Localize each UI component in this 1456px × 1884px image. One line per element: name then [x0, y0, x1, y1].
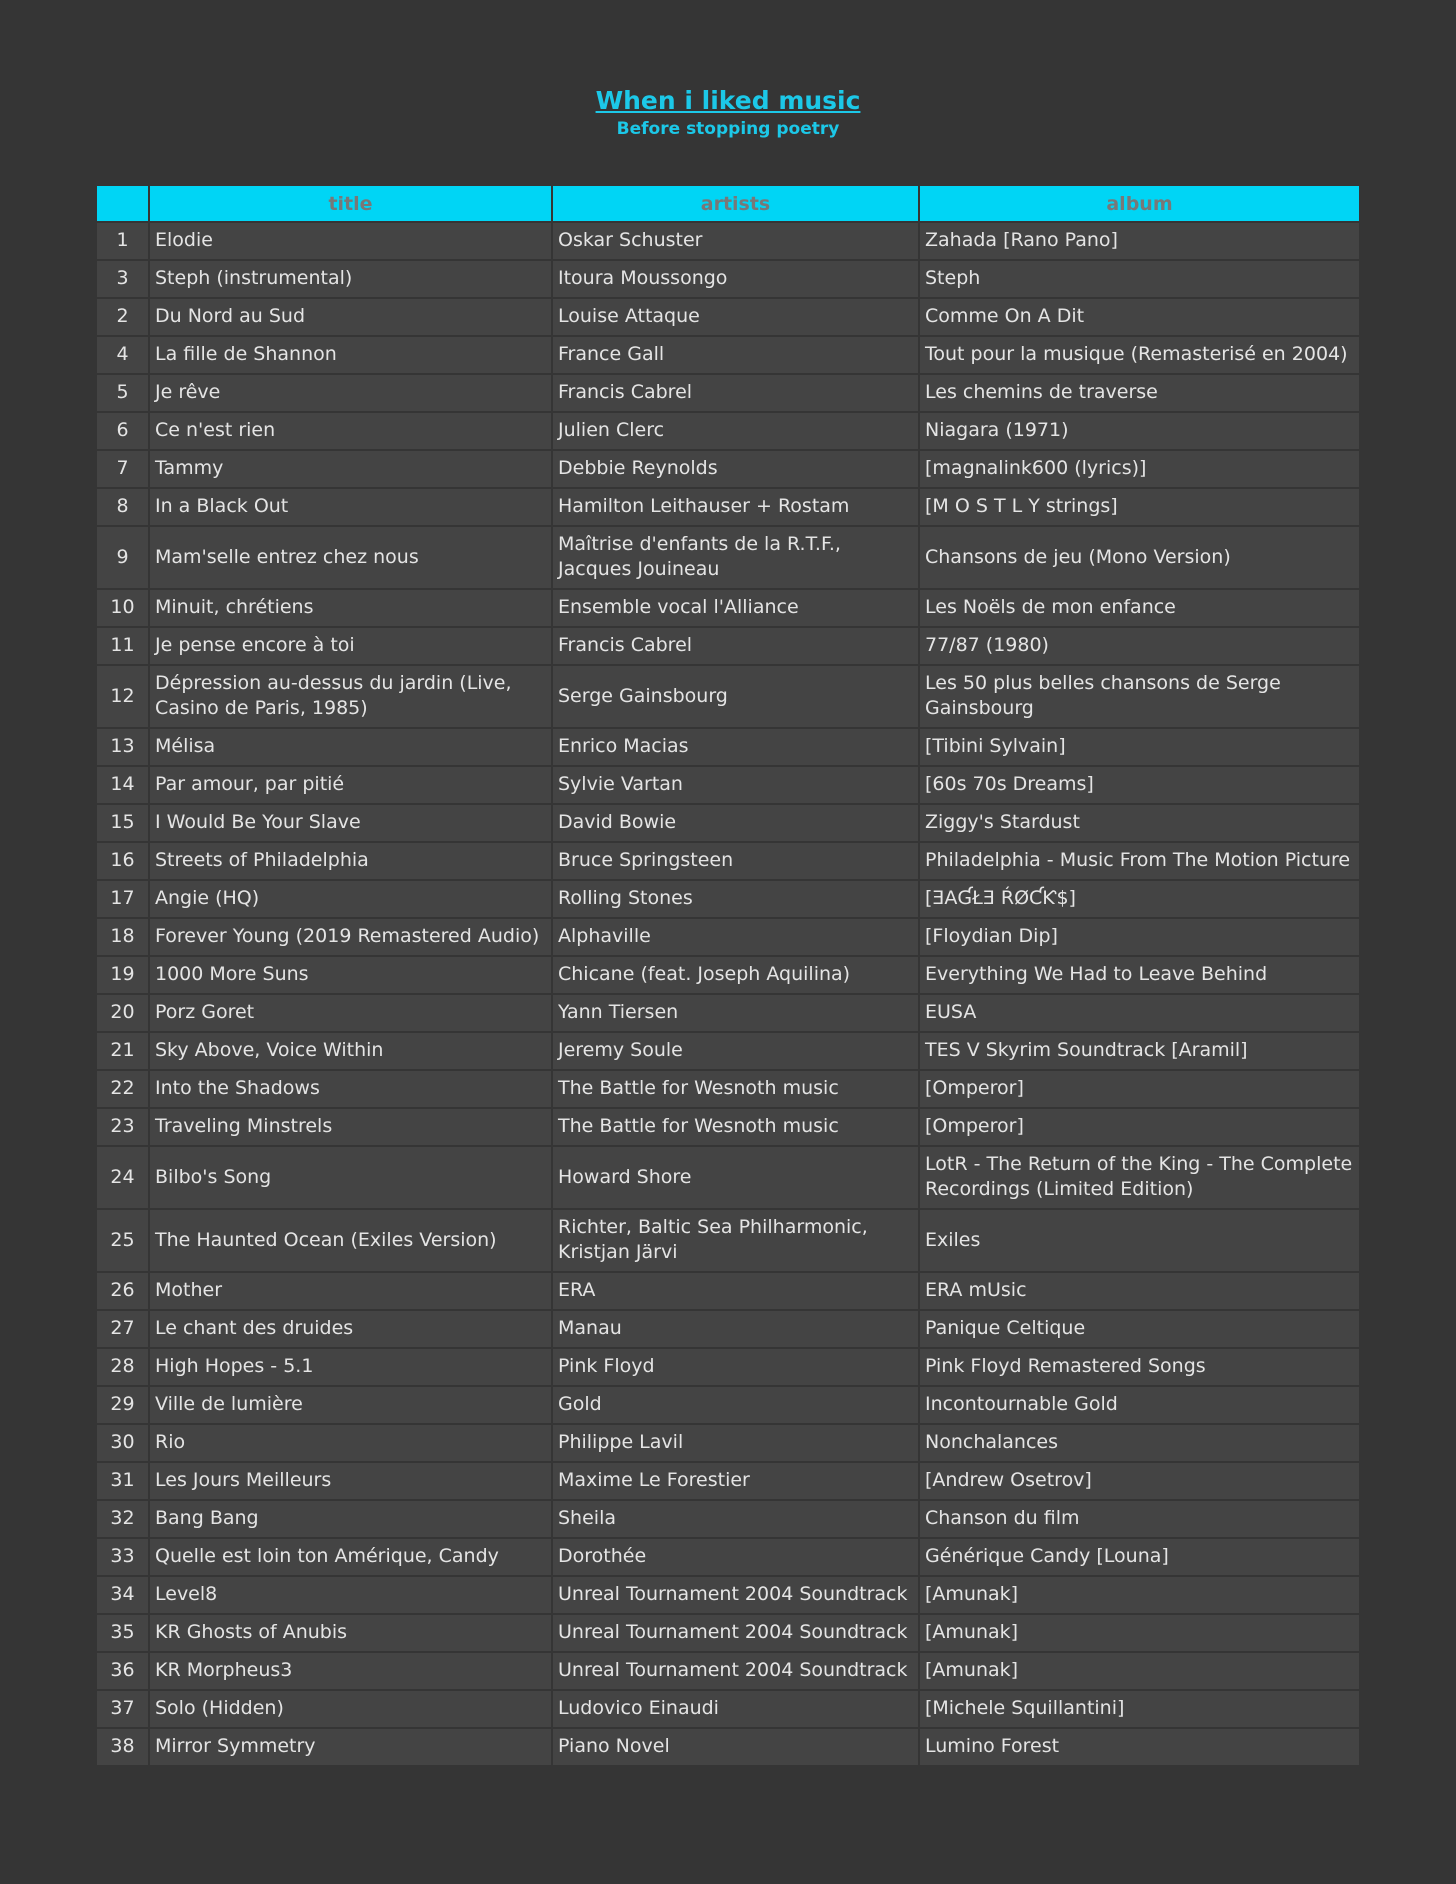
cell-artists: Maxime Le Forestier [553, 1463, 918, 1499]
cell-title: Quelle est loin ton Amérique, Candy [150, 1539, 551, 1575]
cell-title: Mam'selle entrez chez nous [150, 527, 551, 588]
table-row [97, 995, 1359, 1031]
table-row [97, 1425, 1359, 1461]
cell-title: Level8 [150, 1577, 551, 1613]
table-row [97, 729, 1359, 765]
cell-number: 14 [97, 767, 148, 803]
table-row [97, 1729, 1359, 1765]
table-row [97, 805, 1359, 841]
cell-album: Incontournable Gold [920, 1387, 1359, 1423]
column-header-album: album [920, 186, 1359, 221]
cell-title: Du Nord au Sud [150, 299, 551, 335]
cell-number: 33 [97, 1539, 148, 1575]
cell-artists: Dorothée [553, 1539, 918, 1575]
cell-title: Mélisa [150, 729, 551, 765]
cell-artists: Piano Novel [553, 1729, 918, 1765]
cell-title: La fille de Shannon [150, 337, 551, 373]
cell-title: KR Ghosts of Anubis [150, 1615, 551, 1651]
cell-artists: Jeremy Soule [553, 1033, 918, 1069]
cell-title: Rio [150, 1425, 551, 1461]
cell-title: Streets of Philadelphia [150, 843, 551, 879]
cell-artists: Itoura Moussongo [553, 261, 918, 297]
cell-album: [60s 70s Dreams] [920, 767, 1359, 803]
table-row [97, 881, 1359, 917]
cell-number: 19 [97, 957, 148, 993]
cell-number: 37 [97, 1691, 148, 1727]
table-row [97, 1539, 1359, 1575]
cell-album: ERA mUsic [920, 1273, 1359, 1309]
cell-number: 23 [97, 1109, 148, 1145]
cell-number: 21 [97, 1033, 148, 1069]
cell-number: 6 [97, 413, 148, 449]
table-row [97, 337, 1359, 373]
cell-artists: David Bowie [553, 805, 918, 841]
table-row [97, 299, 1359, 335]
cell-album: [Floydian Dip] [920, 919, 1359, 955]
cell-title: I Would Be Your Slave [150, 805, 551, 841]
cell-number: 34 [97, 1577, 148, 1613]
cell-artists: Chicane (feat. Joseph Aquilina) [553, 957, 918, 993]
cell-title: Je pense encore à toi [150, 628, 551, 664]
table-row [97, 1147, 1359, 1208]
cell-artists: The Battle for Wesnoth music [553, 1071, 918, 1107]
column-header-title: title [150, 186, 551, 221]
cell-number: 27 [97, 1311, 148, 1347]
cell-number: 25 [97, 1210, 148, 1271]
table-row [97, 628, 1359, 664]
cell-title: KR Morpheus3 [150, 1653, 551, 1689]
cell-title: Mother [150, 1273, 551, 1309]
cell-title: Minuit, chrétiens [150, 590, 551, 626]
cell-number: 17 [97, 881, 148, 917]
cell-number: 4 [97, 337, 148, 373]
table-row [97, 1653, 1359, 1689]
cell-number: 30 [97, 1425, 148, 1461]
cell-number: 22 [97, 1071, 148, 1107]
cell-album: [Michele Squillantini] [920, 1691, 1359, 1727]
cell-artists: Unreal Tournament 2004 Soundtrack [553, 1577, 918, 1613]
cell-title: Porz Goret [150, 995, 551, 1031]
column-header-artists: artists [553, 186, 918, 221]
cell-title: Into the Shadows [150, 1071, 551, 1107]
cell-album: Steph [920, 261, 1359, 297]
cell-artists: Debbie Reynolds [553, 451, 918, 487]
cell-artists: Julien Clerc [553, 413, 918, 449]
table-row [97, 1615, 1359, 1651]
cell-number: 3 [97, 261, 148, 297]
cell-artists: Maîtrise d'enfants de la R.T.F., Jacques Jouineau [553, 527, 918, 588]
cell-number: 9 [97, 527, 148, 588]
table-row [97, 261, 1359, 297]
cell-title: Les Jours Meilleurs [150, 1463, 551, 1499]
cell-artists: Unreal Tournament 2004 Soundtrack [553, 1653, 918, 1689]
cell-album: [Tibini Sylvain] [920, 729, 1359, 765]
column-header-index [97, 186, 148, 221]
cell-artists: Louise Attaque [553, 299, 918, 335]
table-row [97, 527, 1359, 588]
cell-artists: Hamilton Leithauser + Rostam [553, 489, 918, 525]
table-row [97, 223, 1359, 259]
cell-artists: Enrico Macias [553, 729, 918, 765]
cell-artists: The Battle for Wesnoth music [553, 1109, 918, 1145]
table-row [97, 957, 1359, 993]
table-row [97, 1691, 1359, 1727]
table-row [97, 1071, 1359, 1107]
cell-title: Je rêve [150, 375, 551, 411]
table-row [97, 919, 1359, 955]
cell-artists: Ensemble vocal l'Alliance [553, 590, 918, 626]
cell-album: Everything We Had to Leave Behind [920, 957, 1359, 993]
cell-album: [Amunak] [920, 1577, 1359, 1613]
cell-title: Ce n'est rien [150, 413, 551, 449]
cell-title: Ville de lumière [150, 1387, 551, 1423]
table-row [97, 590, 1359, 626]
cell-album: Chansons de jeu (Mono Version) [920, 527, 1359, 588]
cell-album: Nonchalances [920, 1425, 1359, 1461]
table-row [97, 1463, 1359, 1499]
cell-album: Les Noëls de mon enfance [920, 590, 1359, 626]
cell-album: Les 50 plus belles chansons de Serge Gainsbourg [920, 666, 1359, 727]
cell-album: [Omperor] [920, 1071, 1359, 1107]
cell-number: 11 [97, 628, 148, 664]
cell-album: Comme On A Dit [920, 299, 1359, 335]
cell-album: LotR - The Return of the King - The Complete Recordings (Limited Edition) [920, 1147, 1359, 1208]
cell-number: 2 [97, 299, 148, 335]
cell-album: [Amunak] [920, 1615, 1359, 1651]
cell-album: Chanson du film [920, 1501, 1359, 1537]
cell-title: Mirror Symmetry [150, 1729, 551, 1765]
table-header-row [97, 186, 1359, 221]
cell-number: 28 [97, 1349, 148, 1385]
cell-artists: Oskar Schuster [553, 223, 918, 259]
cell-album: Lumino Forest [920, 1729, 1359, 1765]
cell-artists: Sheila [553, 1501, 918, 1537]
cell-artists: Pink Floyd [553, 1349, 918, 1385]
cell-album: [Andrew Osetrov] [920, 1463, 1359, 1499]
cell-album: [M O S T L Y strings] [920, 489, 1359, 525]
table-row [97, 843, 1359, 879]
cell-number: 8 [97, 489, 148, 525]
cell-title: Traveling Minstrels [150, 1109, 551, 1145]
cell-album: Tout pour la musique (Remasterisé en 2004) [920, 337, 1359, 373]
cell-title: The Haunted Ocean (Exiles Version) [150, 1210, 551, 1271]
cell-title: Dépression au-dessus du jardin (Live, Casino de Paris, 1985) [150, 666, 551, 727]
table-row [97, 375, 1359, 411]
page-subtitle: Before stopping poetry [616, 119, 840, 139]
cell-title: Solo (Hidden) [150, 1691, 551, 1727]
cell-number: 1 [97, 223, 148, 259]
cell-number: 38 [97, 1729, 148, 1765]
table-row [97, 1501, 1359, 1537]
cell-number: 35 [97, 1615, 148, 1651]
table-row [97, 1311, 1359, 1347]
cell-album: Exiles [920, 1210, 1359, 1271]
cell-artists: Ludovico Einaudi [553, 1691, 918, 1727]
table-row [97, 666, 1359, 727]
cell-artists: Manau [553, 1311, 918, 1347]
table-row [97, 1210, 1359, 1271]
cell-album: Les chemins de traverse [920, 375, 1359, 411]
cell-number: 36 [97, 1653, 148, 1689]
cell-number: 7 [97, 451, 148, 487]
cell-artists: Alphaville [553, 919, 918, 955]
table-row [97, 1387, 1359, 1423]
cell-album: Panique Celtique [920, 1311, 1359, 1347]
cell-artists: Bruce Springsteen [553, 843, 918, 879]
cell-artists: Unreal Tournament 2004 Soundtrack [553, 1615, 918, 1651]
cell-title: Angie (HQ) [150, 881, 551, 917]
cell-title: Bilbo's Song [150, 1147, 551, 1208]
cell-number: 15 [97, 805, 148, 841]
cell-artists: ERA [553, 1273, 918, 1309]
cell-album: TES V Skyrim Soundtrack [Aramil] [920, 1033, 1359, 1069]
cell-number: 13 [97, 729, 148, 765]
cell-album: Ziggy's Stardust [920, 805, 1359, 841]
cell-number: 32 [97, 1501, 148, 1537]
cell-number: 16 [97, 843, 148, 879]
cell-artists: Yann Tiersen [553, 995, 918, 1031]
table-row [97, 451, 1359, 487]
cell-artists: Serge Gainsbourg [553, 666, 918, 727]
cell-title: Bang Bang [150, 1501, 551, 1537]
cell-album: [Amunak] [920, 1653, 1359, 1689]
table-row [97, 767, 1359, 803]
cell-number: 18 [97, 919, 148, 955]
cell-number: 24 [97, 1147, 148, 1208]
table-row [97, 413, 1359, 449]
cell-artists: Gold [553, 1387, 918, 1423]
music-table [95, 184, 1361, 1767]
table-row [97, 1273, 1359, 1309]
cell-album: Zahada [Rano Pano] [920, 223, 1359, 259]
table-row [97, 489, 1359, 525]
cell-artists: Sylvie Vartan [553, 767, 918, 803]
cell-artists: France Gall [553, 337, 918, 373]
table-row [97, 1109, 1359, 1145]
cell-number: 29 [97, 1387, 148, 1423]
cell-title: High Hopes - 5.1 [150, 1349, 551, 1385]
cell-title: Tammy [150, 451, 551, 487]
cell-album: 77/87 (1980) [920, 628, 1359, 664]
cell-number: 26 [97, 1273, 148, 1309]
page-title[interactable]: When i liked music [595, 86, 861, 115]
cell-title: Le chant des druides [150, 1311, 551, 1347]
cell-title: Forever Young (2019 Remastered Audio) [150, 919, 551, 955]
table-row [97, 1349, 1359, 1385]
cell-album: Pink Floyd Remastered Songs [920, 1349, 1359, 1385]
cell-artists: Francis Cabrel [553, 375, 918, 411]
cell-title: Par amour, par pitié [150, 767, 551, 803]
cell-album: [Omperor] [920, 1109, 1359, 1145]
cell-album: [magnalink600 (lyrics)] [920, 451, 1359, 487]
cell-title: Steph (instrumental) [150, 261, 551, 297]
cell-number: 31 [97, 1463, 148, 1499]
cell-artists: Philippe Lavil [553, 1425, 918, 1461]
cell-title: Sky Above, Voice Within [150, 1033, 551, 1069]
cell-number: 20 [97, 995, 148, 1031]
cell-album: Niagara (1971) [920, 413, 1359, 449]
cell-artists: Rolling Stones [553, 881, 918, 917]
cell-title: 1000 More Suns [150, 957, 551, 993]
cell-artists: Francis Cabrel [553, 628, 918, 664]
cell-artists: Howard Shore [553, 1147, 918, 1208]
cell-album: Générique Candy [Louna] [920, 1539, 1359, 1575]
cell-title: Elodie [150, 223, 551, 259]
cell-artists: Richter, Baltic Sea Philharmonic, Kristjan Järvi [553, 1210, 918, 1271]
page-header [0, 0, 1456, 140]
table-row [97, 1577, 1359, 1613]
cell-number: 10 [97, 590, 148, 626]
cell-album: Philadelphia - Music From The Motion Picture [920, 843, 1359, 879]
table-row [97, 1033, 1359, 1069]
cell-album: [ƎAƓŁƎ ŔØƇƘ$] [920, 881, 1359, 917]
cell-number: 5 [97, 375, 148, 411]
cell-album: EUSA [920, 995, 1359, 1031]
cell-title: In a Black Out [150, 489, 551, 525]
cell-number: 12 [97, 666, 148, 727]
table-body [97, 223, 1359, 1765]
